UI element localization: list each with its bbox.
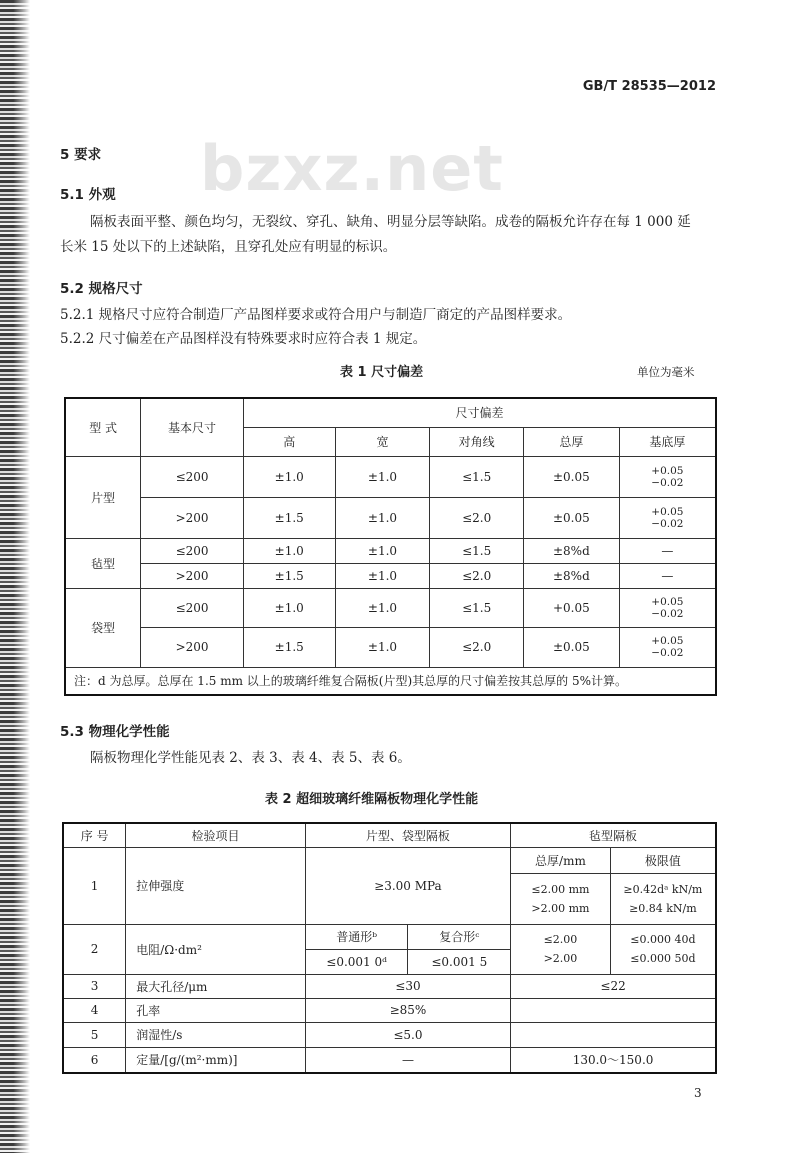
- t1-diagonal: ≤1.5: [430, 538, 524, 563]
- t2-felt-value: [511, 1022, 716, 1047]
- t2-item: 最大孔径/μm: [126, 974, 306, 998]
- t1-type-felt: 毡型: [65, 538, 141, 588]
- t1-width: ±1.0: [335, 588, 430, 627]
- t2-felt-limit-1: ≤0.000 40d: [630, 933, 696, 946]
- t1-height: ±1.0: [243, 538, 335, 563]
- t2-header-sheet-bag: 片型、袋型隔板: [305, 823, 510, 847]
- t2-felt-thickness: [511, 924, 611, 974]
- t1-header-total-thickness: 总厚: [524, 427, 620, 456]
- section-5-1-para-line-2: 长米 15 处以下的上述缺陷，且穿孔处应有明显的标识。: [60, 239, 397, 255]
- section-5-3-para: 隔板物理化学性能见表 2、表 3、表 4、表 5、表 6。: [90, 750, 411, 766]
- t2-felt-limit-2: ≤0.000 50d: [630, 952, 696, 965]
- t1-base-lower: −0.02: [651, 476, 684, 489]
- table-row: [63, 1047, 716, 1073]
- t2-item: 电阻/Ω·dm²: [126, 924, 306, 974]
- t2-sheet-value: ≥85%: [305, 998, 510, 1022]
- table-1-caption: 表 1 尺寸偏差: [340, 365, 424, 380]
- t2-no: 5: [63, 1022, 126, 1047]
- t1-header-type: 型 式: [65, 398, 141, 456]
- t1-base-upper: +0.05: [651, 464, 684, 477]
- t1-header-width: 宽: [335, 427, 430, 456]
- t2-no: 4: [63, 998, 126, 1022]
- t2-header-felt: 毡型隔板: [511, 823, 716, 847]
- t1-diagonal: ≤2.0: [430, 563, 524, 588]
- table-1-unit: 单位为毫米: [637, 365, 695, 379]
- t2-no: 6: [63, 1047, 126, 1073]
- t2-felt-limit-2: ≥0.84 kN/m: [629, 901, 697, 915]
- t1-height: ±1.5: [243, 563, 335, 588]
- t1-size: ≤200: [141, 588, 244, 627]
- t1-base: [619, 627, 716, 667]
- t2-felt-subhead-limit: 极限值: [610, 847, 716, 873]
- t1-base-lower: −0.02: [651, 517, 684, 530]
- t1-size: >200: [141, 497, 244, 538]
- t2-sheet-value: ≥3.00 MPa: [305, 847, 510, 924]
- table-row: [63, 1022, 716, 1047]
- t1-type-sheet: 片型: [65, 456, 141, 538]
- t1-base-upper: +0.05: [651, 635, 684, 647]
- t1-diagonal: ≤1.5: [430, 456, 524, 497]
- t2-felt-thickness-2: >2.00 mm: [531, 901, 590, 915]
- t2-header-item: 检验项目: [126, 823, 306, 847]
- t2-composite-value: ≤0.001 5: [408, 949, 511, 974]
- t1-base-lower: −0.02: [651, 647, 684, 659]
- table-row: [65, 627, 716, 667]
- t1-total: ±0.05: [524, 456, 620, 497]
- t2-felt-thickness: [511, 873, 611, 924]
- t1-size: ≤200: [141, 538, 244, 563]
- scan-edge-artifact: [0, 0, 30, 1153]
- t1-width: ±1.0: [335, 497, 430, 538]
- table-row: [65, 588, 716, 627]
- t1-height: ±1.0: [243, 456, 335, 497]
- t2-item: 孔率: [126, 998, 306, 1022]
- t2-normal-value: ≤0.001 0ᵈ: [305, 949, 408, 974]
- section-5-1-para-line-1: 隔板表面平整、颜色均匀，无裂纹、穿孔、缺角、明显分层等缺陷。成卷的隔板允许存在每 1 000 延: [90, 214, 691, 230]
- t2-no: 3: [63, 974, 126, 998]
- section-5-heading: 5 要求: [60, 147, 102, 163]
- t2-felt-value: [511, 998, 716, 1022]
- t1-total: +0.05: [524, 588, 620, 627]
- t2-felt-limit: [610, 924, 716, 974]
- t1-note: 注：d 为总厚。总厚在 1.5 mm 以上的玻璃纤维复合隔板(片型)其总厚的尺寸偏差按其总厚的 5%计算。: [65, 667, 716, 695]
- t1-base-lower: −0.02: [651, 607, 684, 620]
- table-1: [64, 397, 717, 696]
- t2-felt-thickness-2: >2.00: [543, 952, 578, 965]
- t2-sheet-value: —: [305, 1047, 510, 1073]
- t1-base-upper: +0.05: [651, 595, 684, 608]
- t2-item: 拉伸强度: [126, 847, 306, 924]
- t1-size: ≤200: [141, 456, 244, 497]
- t2-sheet-value: ≤30: [305, 974, 510, 998]
- t2-header-no: 序 号: [63, 823, 126, 847]
- table-row: [65, 538, 716, 563]
- t1-header-deviation: 尺寸偏差: [243, 398, 716, 427]
- table-row: [63, 924, 716, 949]
- t1-width: ±1.0: [335, 563, 430, 588]
- section-5-2-1-para: 5.2.1 规格尺寸应符合制造厂产品图样要求或符合用户与制造厂商定的产品图样要求。: [60, 307, 572, 323]
- t2-subhead-normal: 普通形ᵇ: [305, 924, 408, 949]
- table-row: [65, 456, 716, 497]
- t1-total: ±8%d: [524, 538, 620, 563]
- page-number: 3: [694, 1086, 702, 1100]
- t1-width: ±1.0: [335, 627, 430, 667]
- t1-base: [619, 497, 716, 538]
- t1-diagonal: ≤2.0: [430, 497, 524, 538]
- t1-total: ±0.05: [524, 627, 620, 667]
- t1-type-bag: 袋型: [65, 588, 141, 667]
- t2-felt-subhead-thickness: 总厚/mm: [511, 847, 611, 873]
- section-5-1-heading: 5.1 外观: [60, 187, 116, 203]
- t1-base: —: [619, 563, 716, 588]
- t1-height: ±1.5: [243, 627, 335, 667]
- t2-subhead-composite: 复合形ᶜ: [408, 924, 511, 949]
- t1-header-diagonal: 对角线: [430, 427, 524, 456]
- t2-felt-thickness-1: ≤2.00: [543, 933, 578, 946]
- t1-size: >200: [141, 627, 244, 667]
- t2-sheet-value: ≤5.0: [305, 1022, 510, 1047]
- t2-felt-thickness-1: ≤2.00 mm: [531, 882, 590, 896]
- section-5-2-heading: 5.2 规格尺寸: [60, 281, 143, 297]
- table-2: [62, 822, 717, 1074]
- t1-height: ±1.5: [243, 497, 335, 538]
- t1-diagonal: ≤1.5: [430, 588, 524, 627]
- t1-width: ±1.0: [335, 538, 430, 563]
- t2-felt-value: 130.0～150.0: [511, 1047, 716, 1073]
- t2-item: 定量/[g/(m²·mm)]: [126, 1047, 306, 1073]
- t2-felt-value: ≤22: [511, 974, 716, 998]
- t1-height: ±1.0: [243, 588, 335, 627]
- t2-no: 2: [63, 924, 126, 974]
- section-5-3-heading: 5.3 物理化学性能: [60, 724, 170, 740]
- t2-item: 润湿性/s: [126, 1022, 306, 1047]
- t2-felt-limit: [610, 873, 716, 924]
- t1-base: [619, 588, 716, 627]
- table-row: [63, 974, 716, 998]
- table-row: [65, 563, 716, 588]
- document-code: GB/T 28535—2012: [582, 79, 716, 94]
- t1-width: ±1.0: [335, 456, 430, 497]
- t1-total: ±0.05: [524, 497, 620, 538]
- table-row: [65, 497, 716, 538]
- watermark: bzxz.net: [200, 132, 504, 205]
- t1-header-basic-size: 基本尺寸: [141, 398, 244, 456]
- table-row: [63, 847, 716, 873]
- t1-size: >200: [141, 563, 244, 588]
- t1-total: ±8%d: [524, 563, 620, 588]
- table-row: [63, 998, 716, 1022]
- t1-header-base-thickness: 基底厚: [619, 427, 716, 456]
- t1-base-upper: +0.05: [651, 505, 684, 518]
- t1-diagonal: ≤2.0: [430, 627, 524, 667]
- t1-base: [619, 456, 716, 497]
- t2-felt-limit-1: ≥0.42dᵃ kN/m: [623, 882, 703, 896]
- table-2-caption: 表 2 超细玻璃纤维隔板物理化学性能: [265, 792, 479, 807]
- t2-no: 1: [63, 847, 126, 924]
- t1-header-height: 高: [243, 427, 335, 456]
- t1-base: —: [619, 538, 716, 563]
- section-5-2-2-para: 5.2.2 尺寸偏差在产品图样没有特殊要求时应符合表 1 规定。: [60, 331, 427, 347]
